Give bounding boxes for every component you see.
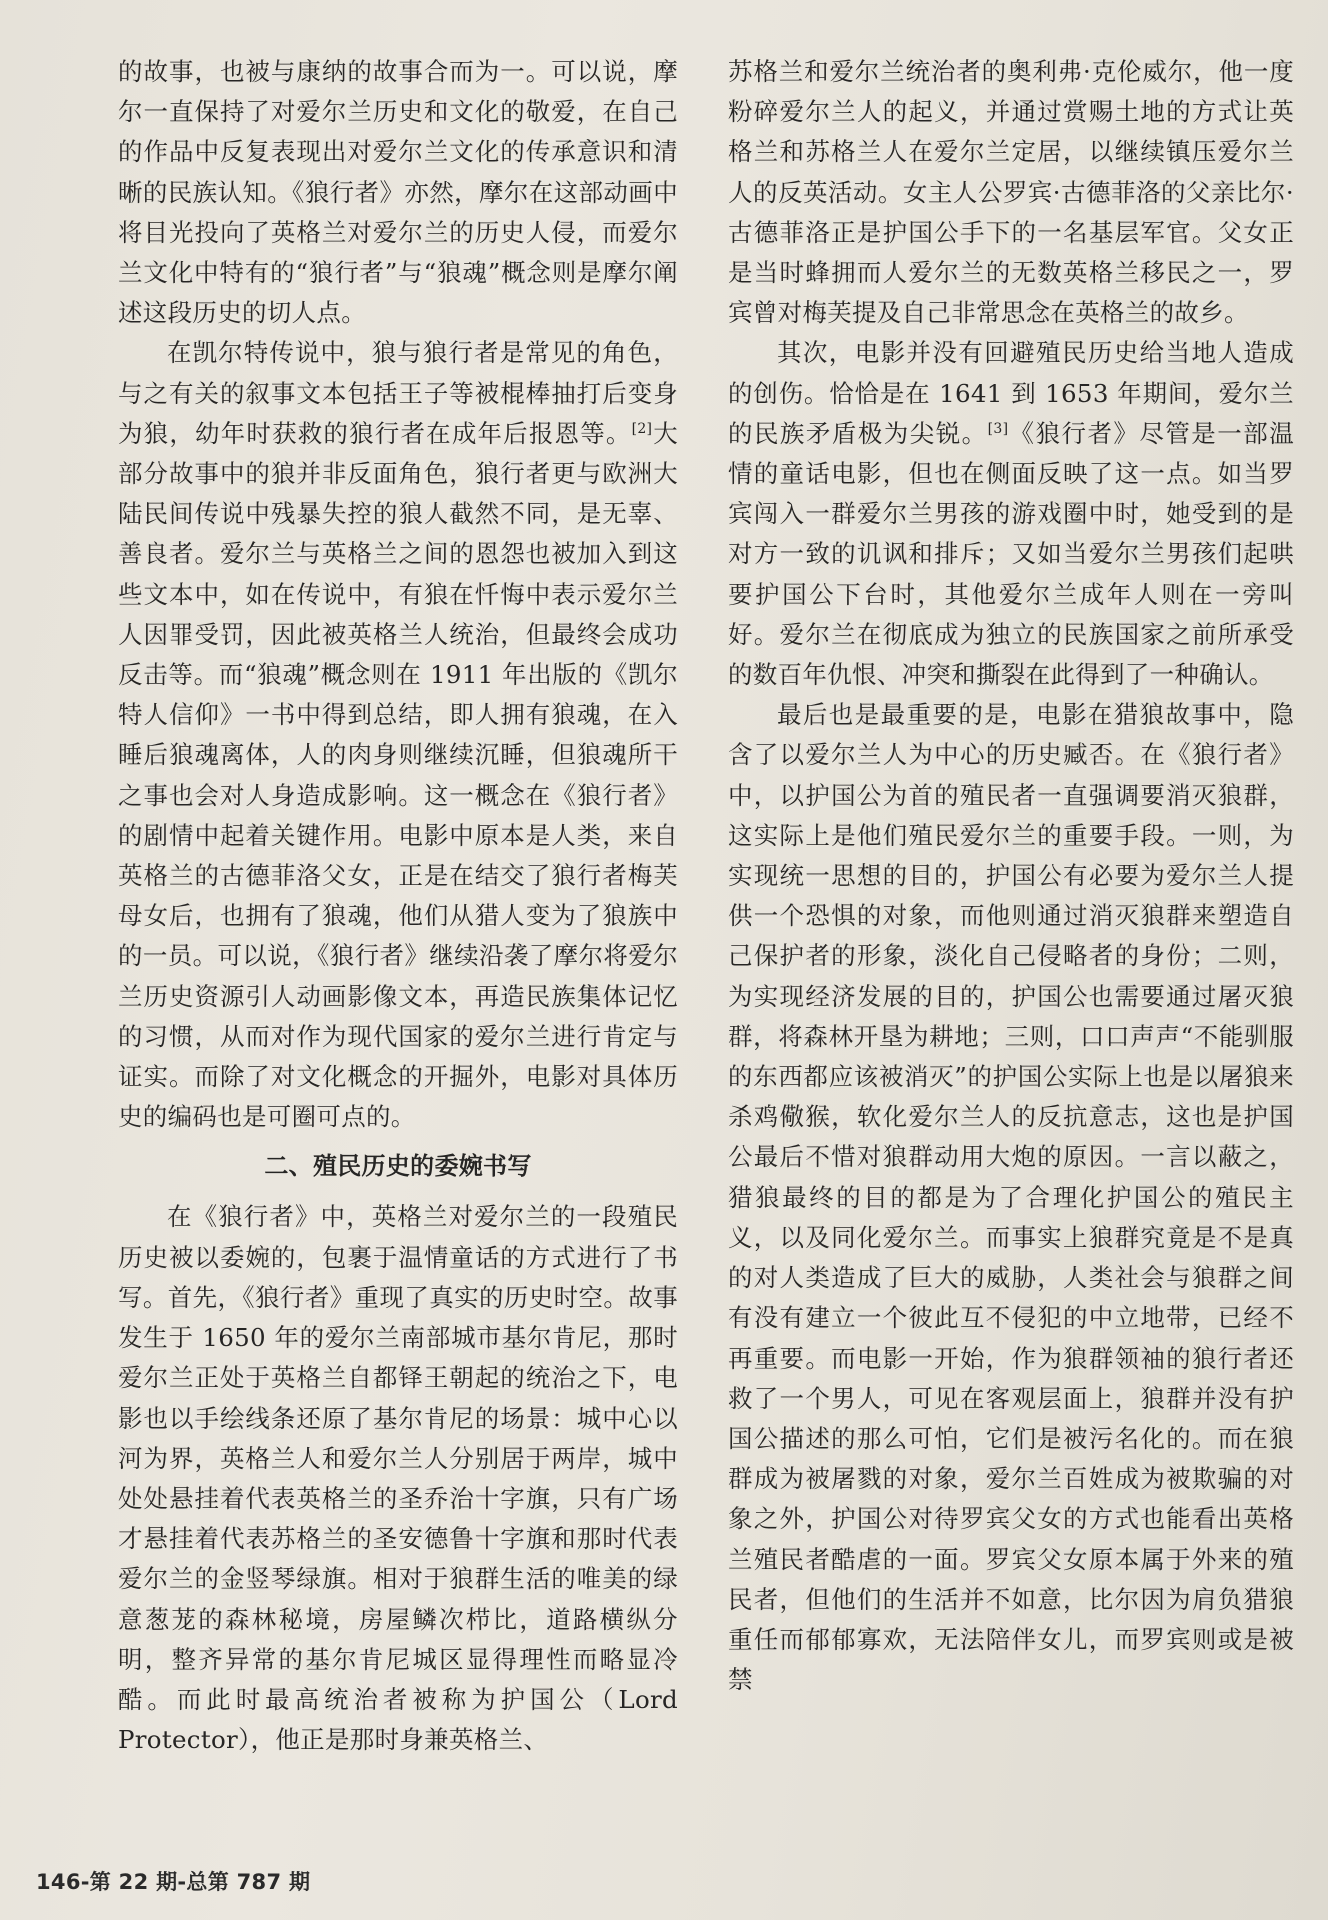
paragraph: 的故事，也被与康纳的故事合而为一。可以说，摩尔一直保持了对爱尔兰历史和文化的敬爱，在自己的作品中反复表现出对爱尔兰文化的传承意识和清晰的民族认知。《狼行者》亦然，摩尔在这部动画中将目光投向了英格兰对爱尔兰的历史人侵，而爱尔兰文化中特有的“狼行者”与“狼魂”概念则是摩尔阐述这段历史的切人点。 <box>118 57 678 328</box>
paragraph <box>118 333 678 1137</box>
footnote-ref: [2] <box>631 420 653 437</box>
paragraph: 苏格兰和爱尔兰统治者的奥利弗·克伦威尔，他一度粉碎爱尔兰人的起义，并通过赏赐土地的方式让英格兰和苏格兰人在爱尔兰定居，以继续镇压爱尔兰人的反英活动。女主人公罗宾·古德菲洛的父亲比尔·古德菲洛正是护国公手下的一名基层军官。父女正是当时蜂拥而人爱尔兰的无数英格兰移民之一，罗宾曾对梅芙提及自己非常思念在英格兰的故乡。 <box>728 57 1294 328</box>
paragraph-text: 《狼行者》尽管是一部温情的童话电影，但也在侧面反映了这一点。如当罗宾闯入一群爱尔兰男孩的游戏圈中时，她受到的是对方一致的讥讽和排斥；又如当爱尔兰男孩们起哄要护国公下台时，其他爱尔兰成年人则在一旁叫好。爱尔兰在彻底成为独立的民族国家之前所承受的数百年仇恨、冲突和撕裂在此得到了一种确认。 <box>728 418 1294 690</box>
page-footer: 146-第 22 期-总第 787 期 <box>36 1870 311 1894</box>
left-column <box>118 52 678 1760</box>
paragraph <box>728 333 1294 695</box>
section-heading: 二、殖民历史的委婉书写 <box>264 1152 532 1181</box>
paragraph: 最后也是最重要的是，电影在猎狼故事中，隐含了以爱尔兰人为中心的历史臧否。在《狼行者》中，以护国公为首的殖民者一直强调要消灭狼群，这实际上是他们殖民爱尔兰的重要手段。一则，为实现统一思想的目的，护国公有必要为爱尔兰人提供一个恐惧的对象，而他则通过消灭狼群来塑造自己保护者的形象，淡化自己侵略者的身份；二则，为实现经济发展的目的，护国公也需要通过屠灭狼群，将森林开垦为耕地；三则，口口声声“不能驯服的东西都应该被消灭”的护国公实际上也是以屠狼来杀鸡儆猴，软化爱尔兰人的反抗意志，这也是护国公最后不惜对狼群动用大炮的原因。一言以蔽之，猎狼最终的目的都是为了合理化护国公的殖民主义，以及同化爱尔兰。而事实上狼群究竟是不是真的对人类造成了巨大的威胁，人类社会与狼群之间有没有建立一个彼此互不侵犯的中立地带，已经不再重要。而电影一开始，作为狼群领袖的狼行者还救了一个男人，可见在客观层面上，狼群并没有护国公描述的那么可怕，它们是被污名化的。而在狼群成为被屠戮的对象，爱尔兰百姓成为被欺骗的对象之外，护国公对待罗宾父女的方式也能看出英格兰殖民者酷虐的一面。罗宾父女原本属于外来的殖民者，但他们的生活并不如意，比尔因为肩负猎狼重任而郁郁寡欢，无法陪伴女儿，而罗宾则或是被禁 <box>728 700 1294 1695</box>
footnote-ref: [3] <box>987 420 1009 437</box>
paragraph: 在《狼行者》中，英格兰对爱尔兰的一段殖民历史被以委婉的，包裹于温情童话的方式进行了书写。首先，《狼行者》重现了真实的历史时空。故事发生于 1650 年的爱尔兰南部城市基尔肯尼，那时爱尔兰正处于英格兰自都铎王朝起的统治之下，电影也以手绘线条还原了基尔肯尼的场景：城中心以河为界，英格兰人和爱尔兰人分别居于两岸，城中处处悬挂着代表英格兰的圣乔治十字旗，只有广场才悬挂着代表苏格兰的圣安德鲁十字旗和那时代表爱尔兰的金竖琴绿旗。相对于狼群生活的唯美的绿意葱茏的森林秘境，房屋鳞次栉比，道路横纵分明，整齐异常的基尔肯尼城区显得理性而略显冷酷。而此时最高统治者被称为护国公（Lord Protector），他正是那时身兼英格兰、 <box>118 1202 678 1755</box>
right-column <box>728 52 1294 1700</box>
paragraph-text: 大部分故事中的狼并非反面角色，狼行者更与欧洲大陆民间传说中残暴失控的狼人截然不同，是无辜、善良者。爱尔兰与英格兰之间的恩怨也被加入到这些文本中，如在传说中，有狼在忏悔中表示爱尔兰人因罪受罚，因此被英格兰人统治，但最终会成功反击等。而“狼魂”概念则在 1911 年出版的《凯尔特人信仰》一书中得到总结，即人拥有狼魂，在入睡后狼魂离体，人的肉身则继续沉睡，但狼魂所干之事也会对人身造成影响。这一概念在《狼行者》的剧情中起着关键作用。电影中原本是人类，来自英格兰的古德菲洛父女，正是在结交了狼行者梅芙母女后，也拥有了狼魂，他们从猎人变为了狼族中的一员。可以说，《狼行者》继续沿袭了摩尔将爱尔兰历史资源引人动画影像文本，再造民族集体记忆的习惯，从而对作为现代国家的爱尔兰进行肯定与证实。而除了对文化概念的开掘外，电影对具体历史的编码也是可圈可点的。 <box>118 418 678 1132</box>
paragraph-text: 其次，电影并没有回避殖民历史给当地人造成的创伤。恰恰是在 1641 到 1653 年期间，爱尔兰的民族矛盾极为尖锐。 <box>728 338 1294 448</box>
paragraph-text: 在凯尔特传说中，狼与狼行者是常见的角色，与之有关的叙事文本包括王子等被棍棒抽打后变身为狼，幼年时获救的狼行者在成年后报恩等。 <box>118 338 678 448</box>
